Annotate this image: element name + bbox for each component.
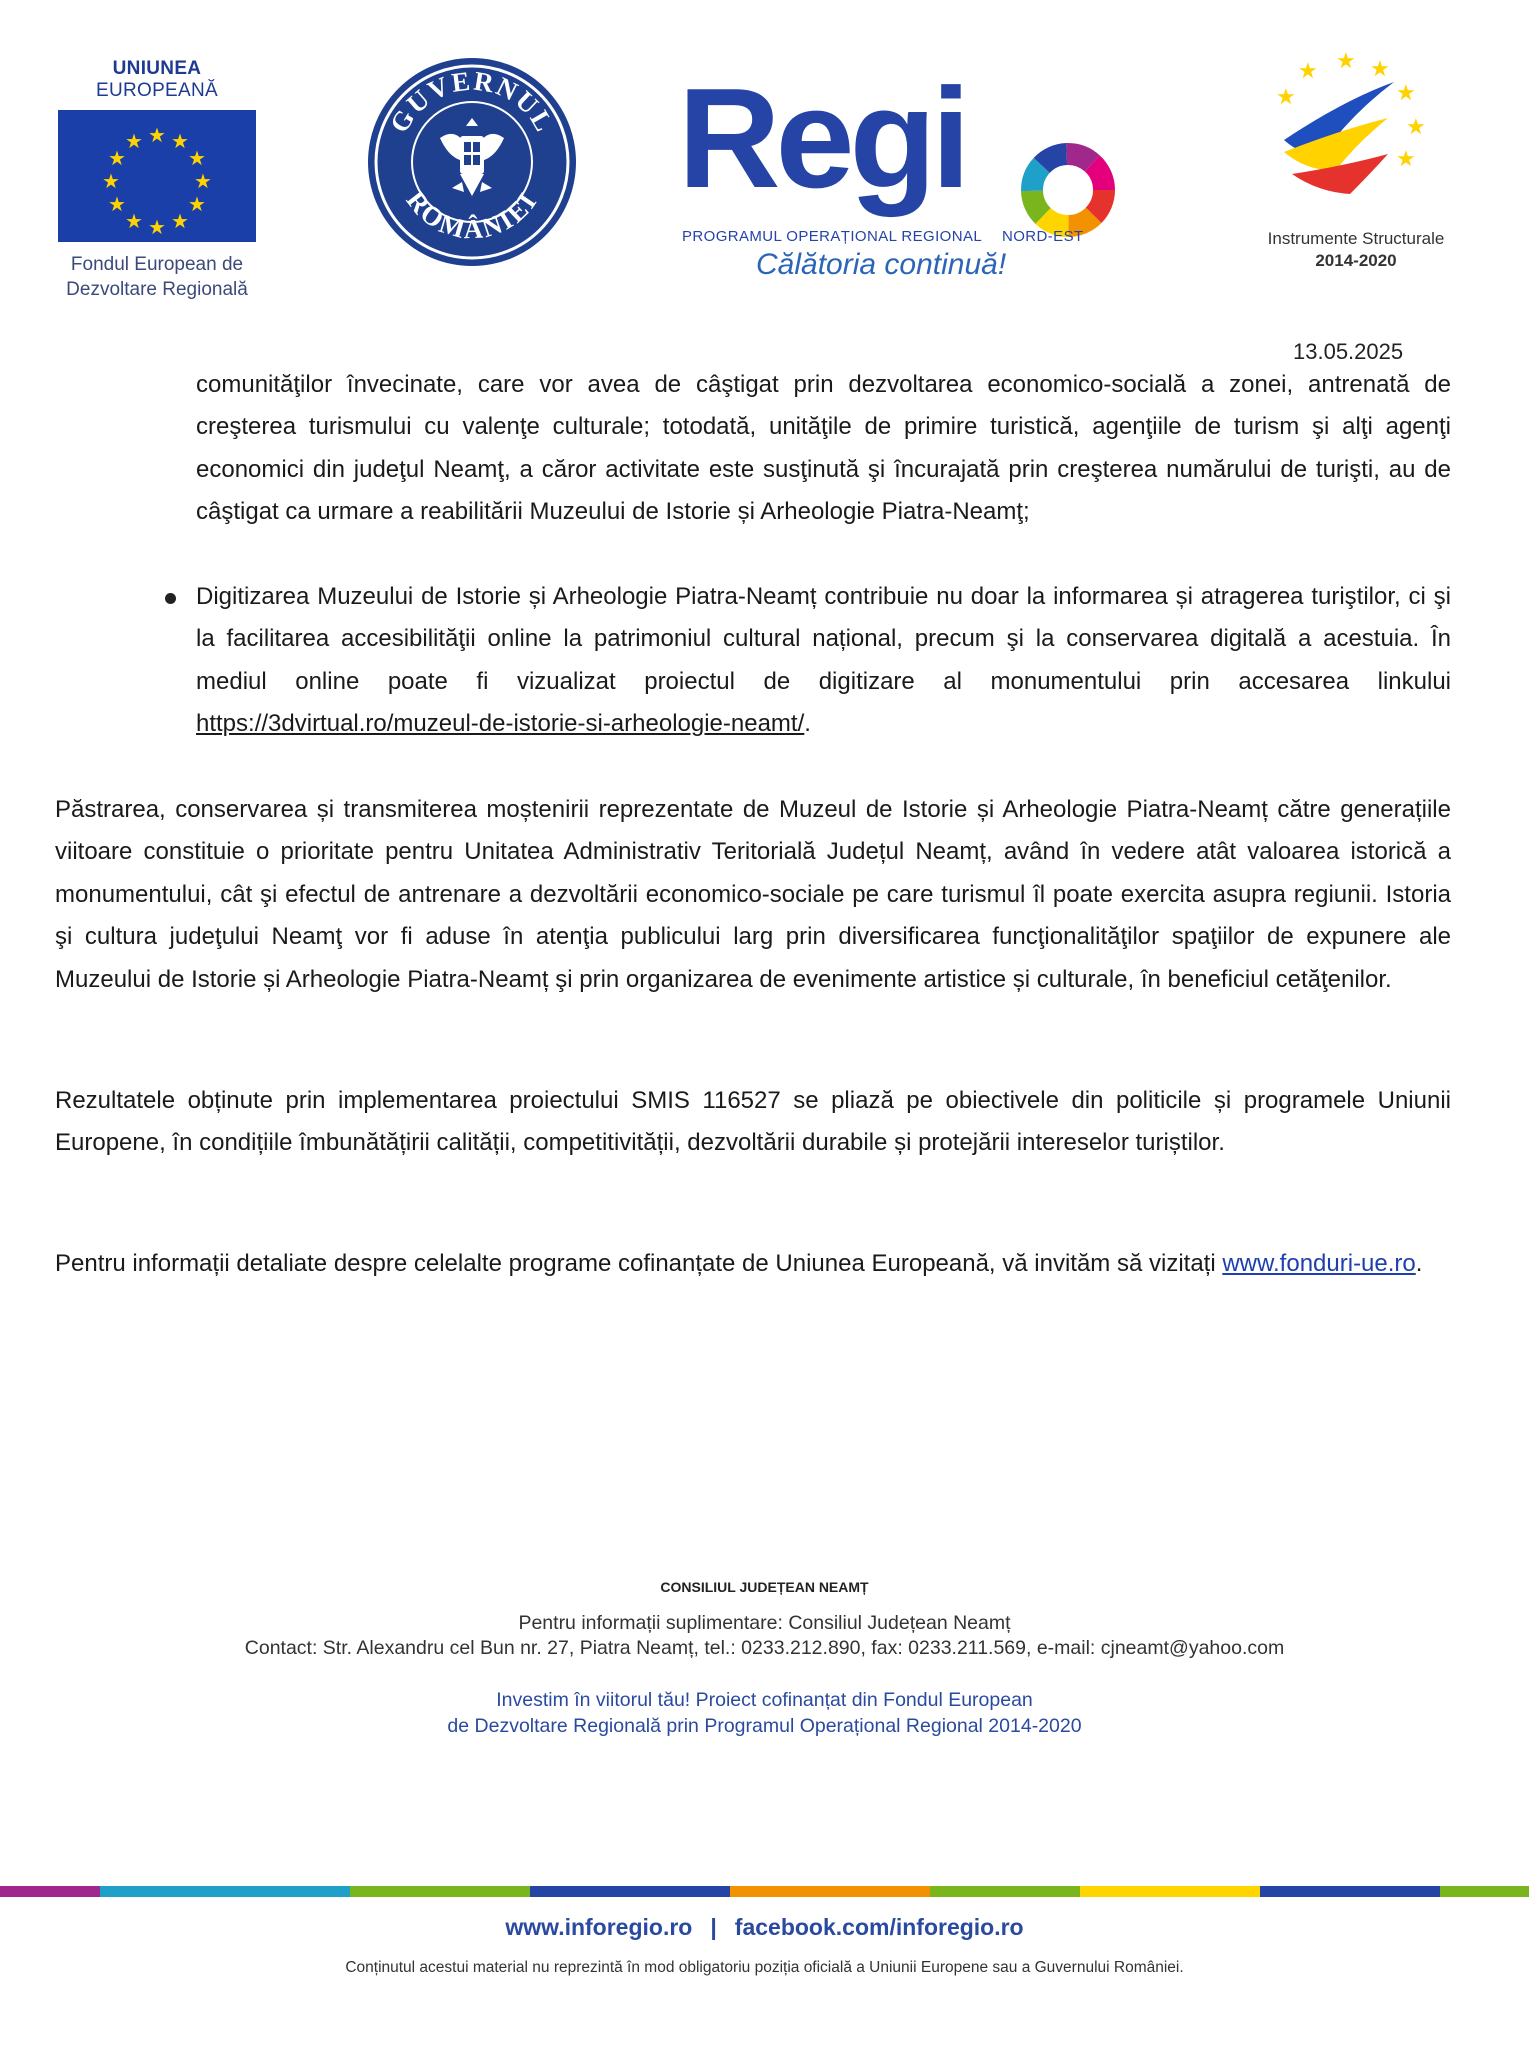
- svg-text:★: ★: [108, 148, 126, 170]
- contact-info-line: Pentru informații suplimentare: Consiliul Județean Neamț: [518, 1612, 1011, 1634]
- svg-text:★: ★: [125, 211, 143, 233]
- svg-text:★: ★: [171, 131, 189, 153]
- svg-text:★: ★: [1406, 114, 1426, 139]
- document-date: 13.05.2025: [1293, 339, 1404, 364]
- eu-logo-subtitle: Fondul European de Dezvoltare Regională: [66, 254, 248, 300]
- eu-logo-title: UNIUNEA EUROPEANĂ: [95, 58, 218, 101]
- svg-text:★: ★: [102, 171, 120, 193]
- color-stripe-divider: [0, 1886, 1529, 1897]
- instrumente-structurale-caption: Instrumente Structurale 2014-2020: [1267, 229, 1445, 270]
- header-logos: [0, 48, 1529, 300]
- facebook-link[interactable]: facebook.com/inforegio.ro: [734, 1914, 1024, 1940]
- web-links-row: [0, 1914, 1529, 1941]
- regio-wordmark: Regi: [678, 59, 966, 218]
- digitization-link[interactable]: https://3dvirtual.ro/muzeul-de-istorie-si-arheologie-neamt/: [196, 710, 805, 738]
- svg-text:★: ★: [1396, 80, 1416, 105]
- regio-color-ring-icon: [1016, 138, 1120, 242]
- svg-text:★: ★: [1370, 56, 1390, 81]
- council-name: CONSILIUL JUDEȚEAN NEAMȚ: [660, 1579, 869, 1595]
- investment-statement-line1: Investim în viitorul tău! Proiect cofinanțat din Fondul European: [496, 1689, 1033, 1711]
- paragraph-preservation: Păstrarea, conservarea și transmiterea moștenirii reprezentate de Muzeul de Istorie și Arheologie Piatra-Neamț către generațiile viitoare constituie o prioritate pentru Unitatea Administrativ Teritorială Județul Neamț, având în vedere atât valoarea istorică a monumentului, cât şi efectul de antrenare a dezvoltării economico-sociale pe care turismul îl poate exercita asupra regiunii. Istoria şi cultura judeţului Neamţ vor fi aduse în atenţia publicului larg prin diversificarea funcţionalităţilor spaţiilor de expunere ale Muzeului de Istorie și Arheologie Piatra-Neamț şi prin organizarea de evenimente artistice și culturale, în beneficiul cetăţenilor.: [55, 796, 1451, 993]
- regio-program-line: PROGRAMUL OPERAȚIONAL REGIONAL NORD-EST: [682, 228, 1084, 245]
- svg-text:★: ★: [148, 125, 166, 147]
- separator: |: [710, 1914, 717, 1940]
- contact-address-line: Contact: Str. Alexandru cel Bun nr. 27, Piatra Neamț, tel.: 0233.212.890, fax: 0233.211.569, e-mail: cjneamt@yahoo.com: [244, 1637, 1285, 1659]
- svg-text:★: ★: [1276, 84, 1296, 109]
- regio-logo: [678, 59, 1138, 288]
- inforegio-website-link[interactable]: www.inforegio.ro: [505, 1914, 693, 1940]
- fonduri-ue-link[interactable]: www.fonduri-ue.ro: [1222, 1250, 1416, 1277]
- svg-text:★: ★: [125, 131, 143, 153]
- eu-logo: [52, 58, 262, 302]
- eu-flag-icon: [58, 110, 256, 242]
- bullet-continuation-text: comunităţilor învecinate, care vor avea de câştigat prin dezvoltarea economico-socială a zonei, antrenată de creşterea turismului cu valenţe culturale; totodată, unităţile de primire turistică, agenţiile de turism şi alţi agenţi economici din judeţul Neamţ, a căror activitate este susţinută şi încurajată prin creşterea numărului de turişti, au de câştigat ca urmare a reabilitării Muzeului de Istorie și Arheologie Piatra-Neamţ;: [196, 371, 1451, 526]
- svg-text:★: ★: [188, 148, 206, 170]
- bullet-digitization-text: Digitizarea Muzeului de Istorie și Arheologie Piatra-Neamț contribuie nu doar la informarea și atragerea turiştilor, ci şi la facilitarea accesibilităţii online la patrimoniul cultural național, precum şi la conservarea digitală a acestuia. În mediul online poate fi vizualizat proiectul de digitizare al monumentului prin accesarea linkului https://3dvirtual.ro/muzeul-de-istorie-si-arheologie-neamt/.: [196, 583, 1451, 738]
- instrumente-structurale-logo: [1236, 50, 1476, 280]
- svg-text:★: ★: [1336, 50, 1356, 73]
- investment-statement-line2: de Dezvoltare Regională prin Programul Operațional Regional 2014-2020: [447, 1715, 1082, 1737]
- svg-text:★: ★: [171, 211, 189, 233]
- svg-text:ROMÂNIEI: ROMÂNIEI: [400, 185, 544, 245]
- paragraph-results: Rezultatele obținute prin implementarea proiectului SMIS 116527 se pliază pe obiectivele din politicile și programele Uniunii Europene, în condițiile îmbunătățirii calității, competitivității, dezvoltării durabile și protejării intereselor turiștilor.: [55, 1087, 1451, 1157]
- svg-text:GUVERNUL: GUVERNUL: [383, 65, 561, 138]
- instrumente-structurale-emblem-icon: [1236, 50, 1476, 230]
- bullet-icon: [165, 593, 176, 604]
- paragraph-more-info: Pentru informații detaliate despre celelalte programe cofinanțate de Uniunea Europeană, vă invităm să vizitați www.fonduri-ue.ro.: [55, 1250, 1423, 1277]
- svg-text:★: ★: [1396, 146, 1416, 171]
- disclaimer: Conținutul acestui material nu reprezintă în mod obligatoriu poziția oficială a Uniunii Europene sau a Guvernului României.: [345, 1959, 1184, 1976]
- regio-slogan: Călătoria continuă!: [756, 248, 1007, 281]
- svg-text:★: ★: [194, 171, 212, 193]
- svg-text:★: ★: [148, 217, 166, 239]
- svg-text:★: ★: [1298, 58, 1318, 83]
- romanian-government-seal-icon: [366, 56, 578, 268]
- svg-text:★: ★: [188, 194, 206, 216]
- svg-text:★: ★: [108, 194, 126, 216]
